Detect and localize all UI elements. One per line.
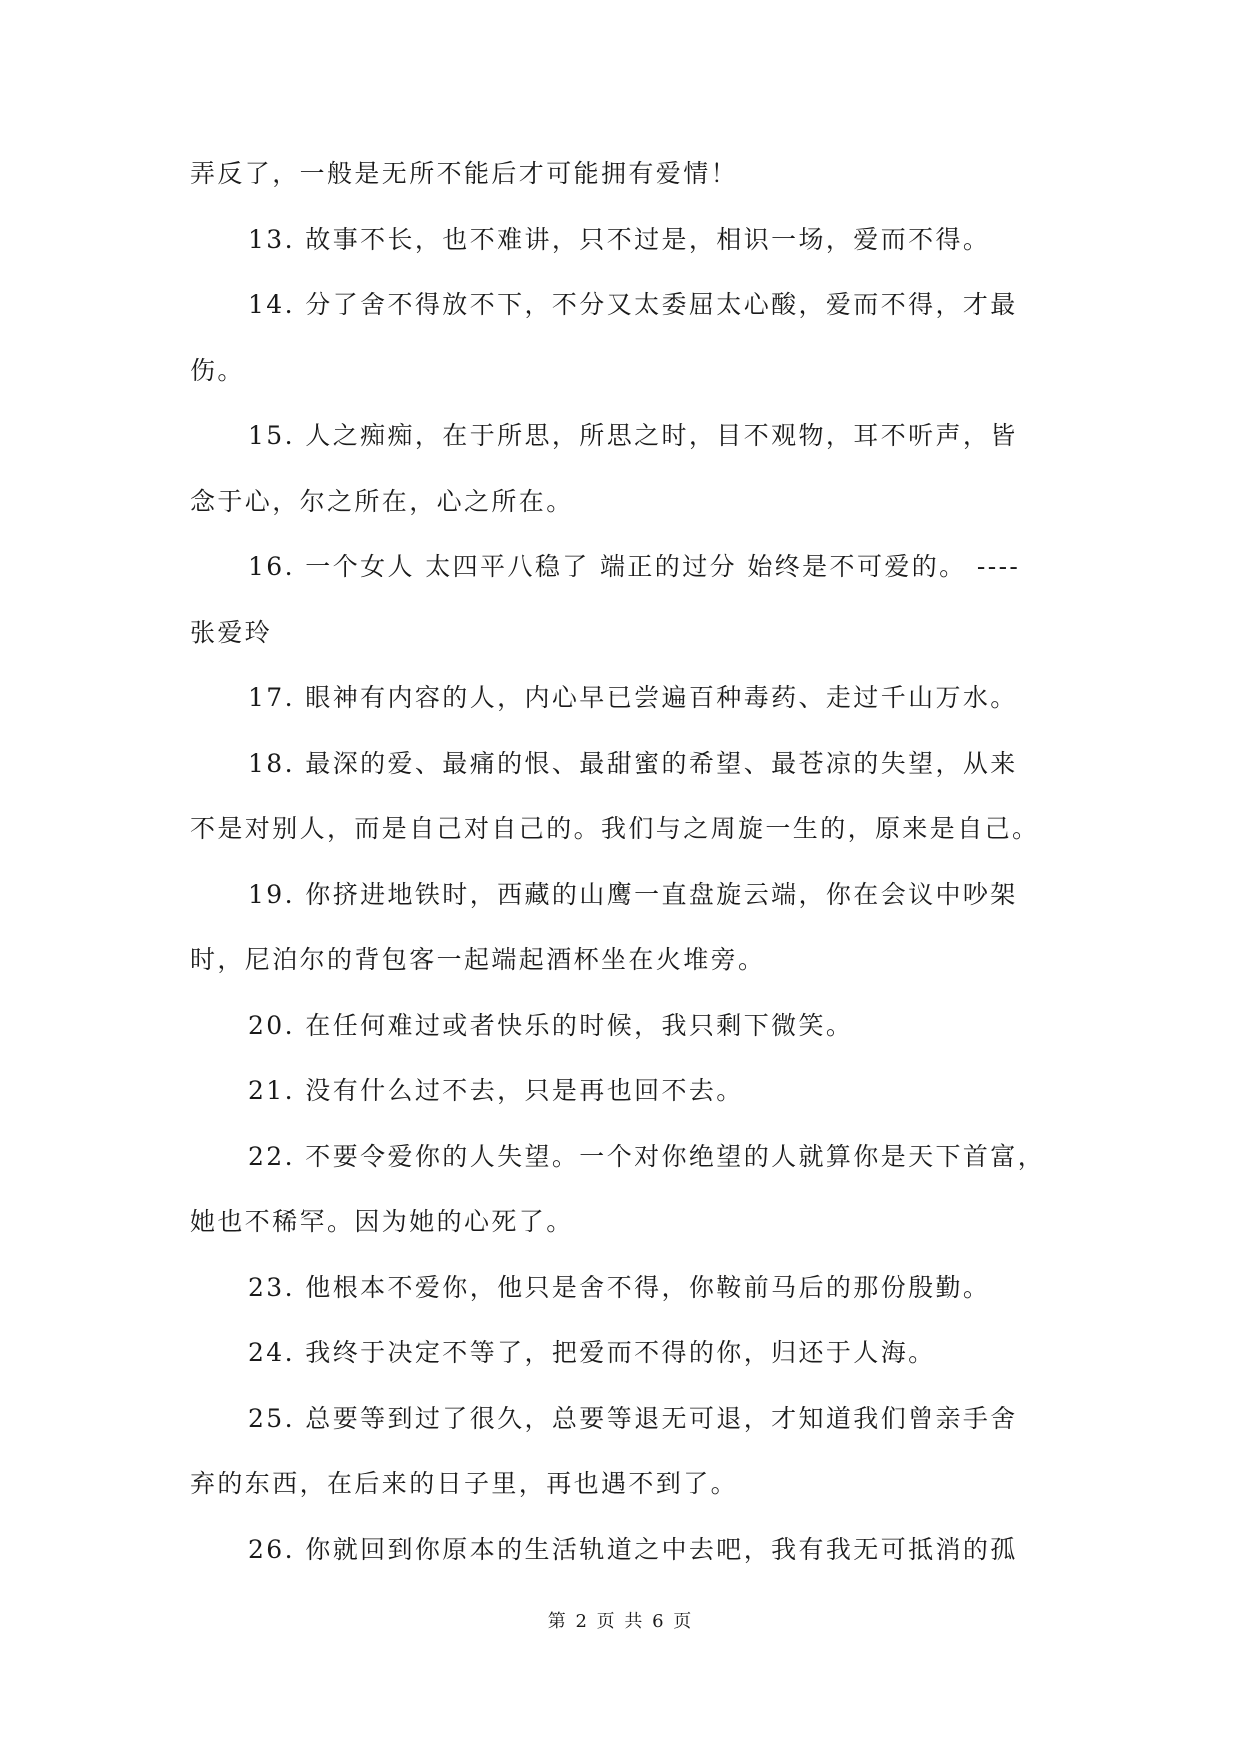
- text-line: 她也不稀罕。因为她的心死了。: [190, 1207, 574, 1236]
- text-line: 24. 我终于决定不等了，把爱而不得的你，归还于人海。: [248, 1338, 936, 1367]
- text-line: 弃的东西，在后来的日子里，再也遇不到了。: [190, 1469, 739, 1498]
- text-line: 20. 在任何难过或者快乐的时候，我只剩下微笑。: [248, 1010, 854, 1040]
- text-line: 时，尼泊尔的背包客一起端起酒杯坐在火堆旁。: [190, 945, 766, 974]
- text-line: 21. 没有什么过不去，只是再也回不去。: [248, 1076, 744, 1105]
- document-body: [190, 158, 1070, 1599]
- text-line: 23. 他根本不爱你，他只是舍不得，你鞍前马后的那份殷勤。: [248, 1272, 991, 1302]
- text-line: 18. 最深的爱、最痛的恨、最甜蜜的希望、最苍凉的失望，从来: [248, 748, 1018, 778]
- text-line: 15. 人之痴痴，在于所思，所思之时，目不观物，耳不听声，皆: [248, 421, 1018, 450]
- text-line: 不是对别人，而是自己对自己的。我们与之周旋一生的，原来是自己。: [190, 814, 1040, 843]
- text-line: 22. 不要令爱你的人失望。一个对你绝望的人就算你是天下首富，: [248, 1141, 1046, 1171]
- text-line: 26. 你就回到你原本的生活轨道之中去吧，我有我无可抵消的孤: [248, 1534, 1018, 1564]
- text-line: 14. 分了舍不得放不下，不分又太委屈太心酸，爱而不得，才最: [248, 290, 1018, 319]
- text-line: 伤。: [190, 355, 245, 385]
- page-number-footer: 第 2 页 共 6 页: [547, 1611, 694, 1632]
- text-line: 张爱玲: [190, 617, 273, 647]
- text-line: 念于心，尔之所在，心之所在。: [190, 486, 574, 516]
- text-line: 25. 总要等到过了很久，总要等退无可退，才知道我们曾亲手舍: [248, 1403, 1018, 1433]
- text-line: 弄反了，一般是无所不能后才可能拥有爱情！: [190, 159, 739, 188]
- text-line: 19. 你挤进地铁时，西藏的山鹰一直盘旋云端，你在会议中吵架: [248, 879, 1018, 909]
- text-line: 16. 一个女人 太四平八稳了 端正的过分 始终是不可爱的。 ----: [248, 552, 1021, 581]
- text-line: 17. 眼神有内容的人，内心早已尝遍百种毒药、走过千山万水。: [248, 683, 1018, 712]
- text-line: 13. 故事不长，也不难讲，只不过是，相识一场，爱而不得。: [248, 224, 991, 254]
